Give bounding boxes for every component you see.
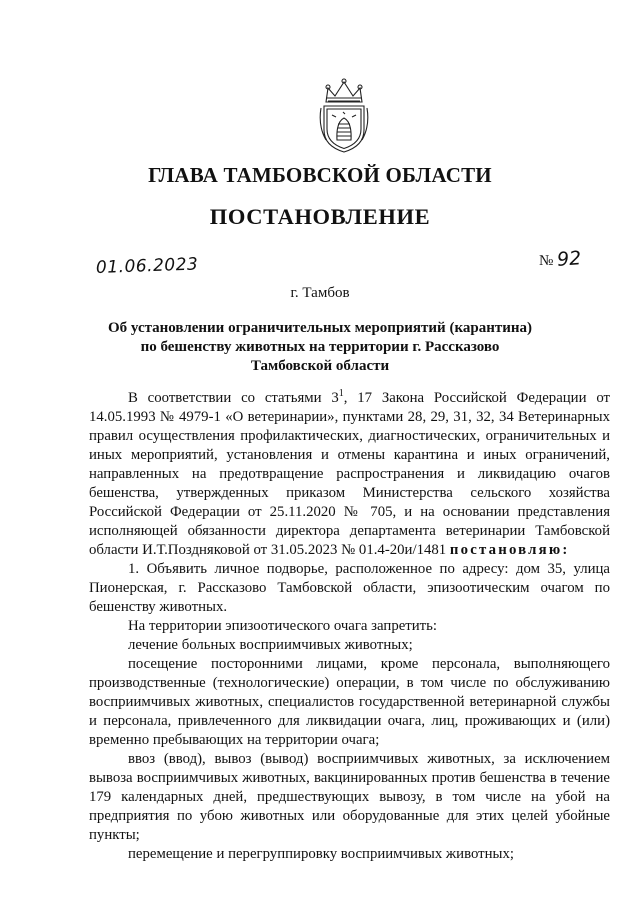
resolve-phrase: постановляю:: [449, 542, 570, 558]
preamble-text: В соответствии со статьями 3: [128, 390, 339, 406]
document-body: [89, 389, 610, 864]
paragraph-prohibition: посещение посторонними лицами, кроме персонала, выполняющего производственные (технологические) операции, в том числе по обслуживанию восприимчивых животных, специалистов государственной ветеринарной службы и персонала, привлеченного для ликвидации очага, лиц, проживающих и (или) временно пребывающих на территории очага;: [89, 656, 610, 748]
document-title: Об установлении ограничительных мероприятий (карантина) по бешенству животных на территории г. Рассказово Тамбовской области: [107, 320, 532, 374]
paragraph-prohibition: перемещение и перегруппировку восприимчивых животных;: [128, 846, 514, 862]
paragraph-prohibition: ввоз (ввод), вывоз (вывод) восприимчивых животных, за исключением вывоза восприимчивых животных, вакцинированных против бешенства в течение 179 календарных дней, предшествующих вывозу, в том числе на убой на предприятия по убою животных или оборудованные для этих целей убойные пункты;: [89, 751, 610, 843]
issuing-authority: ГЛАВА ТАМБОВСКОЙ ОБЛАСТИ: [148, 163, 492, 187]
number-value: 92: [556, 247, 583, 271]
tambov-coat-of-arms-icon: [316, 74, 372, 154]
number-label: №: [539, 253, 554, 269]
preamble-paragraph: [89, 389, 610, 560]
document-type: ПОСТАНОВЛЕНИЕ: [209, 204, 431, 229]
article-superscript: 1: [338, 388, 344, 400]
paragraph-prohibition: лечение больных восприимчивых животных;: [128, 637, 413, 653]
preamble-text-main: , 17 Закона Российской Федерации от 14.05.1993 № 4979-1 «О ветеринарии», пунктами 28, 29, 31, 32, 34 Ветеринарных правил осуществления профилактических, диагностических, ограничительных и иных мероприятий, установления и отмены карантина и иных ограничений, направленных на предотвращение распространения и ликвидацию очагов бешенства, утвержденных приказом Министерства сельского хозяйства Российской Федерации от 25.11.2020 № 705, и на основании представления исполняющей обязанности директора департамента ветеринарии Тамбовской области И.Т.Поздняковой от 31.05.2023 № 01.4-20и/1481: [89, 390, 610, 558]
document-date: 01.06.2023: [95, 254, 199, 278]
city: г. Тамбов: [290, 285, 350, 301]
document-number: [539, 248, 582, 270]
paragraph-item-1: 1. Объявить личное подворье, расположенное по адресу: дом 35, улица Пионерская, г. Рассказово Тамбовской области, эпизоотическим очагом по бешенству животных.: [89, 561, 610, 615]
paragraph-prohibitions-intro: На территории эпизоотического очага запретить:: [128, 618, 437, 634]
